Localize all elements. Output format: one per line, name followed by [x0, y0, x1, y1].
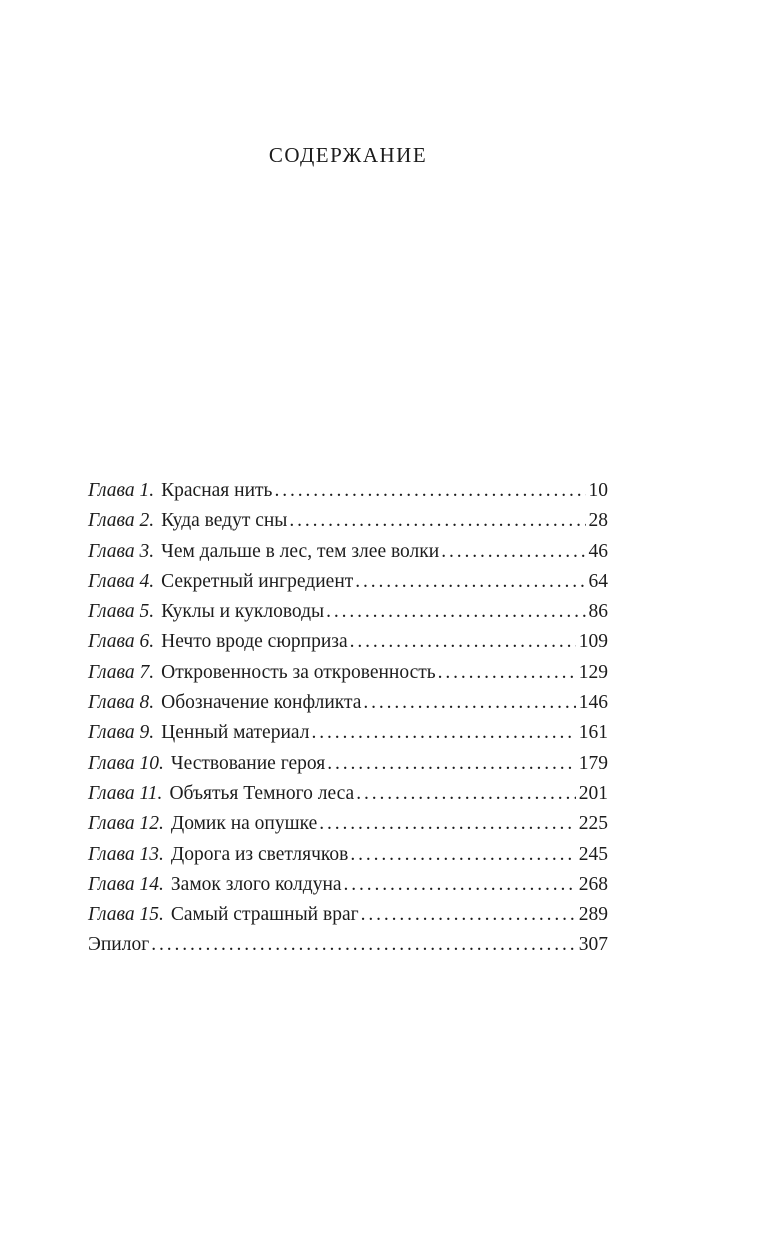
- toc-dot-leader: [363, 688, 575, 718]
- toc-entry-title: Нечто вроде сюрприза: [161, 631, 348, 653]
- toc-page-number: 10: [588, 480, 608, 501]
- toc-entry: [88, 930, 608, 960]
- toc-chapter-label: Глава 7.: [88, 661, 155, 683]
- toc-page-number: 64: [588, 570, 608, 592]
- toc-page-number: 86: [588, 601, 608, 623]
- toc-entry: [88, 627, 608, 657]
- toc-entry-title: Ценный материал: [161, 722, 310, 744]
- toc-dot-leader: [355, 567, 585, 597]
- toc-entry: [88, 900, 608, 930]
- page-title: СОДЕРЖАНИЕ: [268, 143, 428, 167]
- toc-entry-title: Куда ведут сны: [161, 510, 288, 532]
- toc-entry: [88, 537, 608, 567]
- toc-dot-leader: [289, 506, 585, 536]
- toc-page-number: 289: [578, 904, 608, 926]
- toc-chapter-label: Глава 11.: [88, 782, 163, 804]
- toc-entry: [88, 870, 608, 900]
- toc-entry-title: Самый страшный враг: [170, 904, 359, 926]
- toc-chapter-label: Глава 14.: [88, 873, 164, 895]
- toc-entry: [88, 688, 608, 718]
- toc-page-number: 179: [578, 752, 608, 774]
- toc-entry: [88, 779, 608, 809]
- toc-chapter-label: Глава 2.: [88, 510, 155, 532]
- toc-chapter-label: Глава 5.: [88, 601, 155, 623]
- toc-chapter-label: Глава 10.: [88, 752, 164, 774]
- toc-chapter-label: Глава 12.: [88, 813, 164, 835]
- toc-entry: [88, 840, 608, 870]
- toc-dot-leader: [438, 658, 576, 688]
- toc-entry: [88, 718, 608, 748]
- toc-entry-title: Замок злого колдуна: [170, 873, 342, 895]
- toc-entry-title: Чем дальше в лес, тем злее волки: [161, 540, 440, 562]
- toc-dot-leader: [350, 840, 575, 870]
- toc-entry: [88, 809, 608, 839]
- toc-dot-leader: [356, 779, 576, 809]
- toc-entry-title: Эпилог: [88, 934, 150, 956]
- toc-dot-leader: [350, 627, 576, 657]
- toc-entry-title: Обозначение конфликта: [161, 692, 362, 714]
- toc-dot-leader: [441, 537, 585, 567]
- toc-chapter-label: Глава 6.: [88, 631, 155, 653]
- toc-chapter-label: Глава 3.: [88, 540, 155, 562]
- toc-page-number: 307: [578, 934, 608, 956]
- toc-chapter-label: Глава 15.: [88, 904, 164, 926]
- toc-dot-leader: [274, 476, 585, 506]
- toc-page-number: 146: [578, 692, 608, 714]
- toc-page-number: 46: [588, 540, 608, 562]
- toc-dot-leader: [319, 809, 575, 839]
- toc-entry-title: Секретный ингредиент: [161, 570, 354, 592]
- toc-chapter-label: Глава 1.: [88, 480, 155, 501]
- toc-page-number: 109: [578, 631, 608, 653]
- toc-entry-title: Куклы и кукловоды: [161, 601, 325, 623]
- toc-dot-leader: [361, 900, 576, 930]
- toc-entry-title: Откровенность за откровенность: [161, 661, 436, 683]
- toc-entry: [88, 506, 608, 536]
- toc-chapter-label: Глава 13.: [88, 843, 164, 865]
- toc-entry-title: Красная нить: [161, 480, 273, 501]
- toc-page-number: 268: [578, 873, 608, 895]
- toc-chapter-label: Глава 9.: [88, 722, 155, 744]
- toc-page-number: 201: [578, 782, 608, 804]
- toc-entry-title: Чествование героя: [170, 752, 326, 774]
- toc-entry-title: Дорога из светлячков: [170, 843, 349, 865]
- toc-page-number: 245: [578, 843, 608, 865]
- toc-entry: [88, 597, 608, 627]
- toc-page-number: 129: [578, 661, 608, 683]
- toc-chapter-label: Глава 4.: [88, 570, 155, 592]
- toc-chapter-label: Глава 8.: [88, 692, 155, 714]
- toc-page-number: 28: [588, 510, 608, 532]
- toc-dot-leader: [326, 597, 585, 627]
- toc-page-number: 225: [578, 813, 608, 835]
- toc-entry: [88, 567, 608, 597]
- toc-dot-leader: [327, 749, 576, 779]
- table-of-contents: [88, 476, 608, 961]
- toc-dot-leader: [151, 930, 576, 960]
- toc-dot-leader: [311, 718, 575, 748]
- toc-entry: [88, 658, 608, 688]
- toc-page-number: 161: [578, 722, 608, 744]
- toc-entry-title: Домик на опушке: [170, 813, 318, 835]
- toc-dot-leader: [344, 870, 576, 900]
- toc-entry-title: Объятья Темного леса: [169, 782, 355, 804]
- toc-entry: [88, 476, 608, 506]
- toc-entry: [88, 749, 608, 779]
